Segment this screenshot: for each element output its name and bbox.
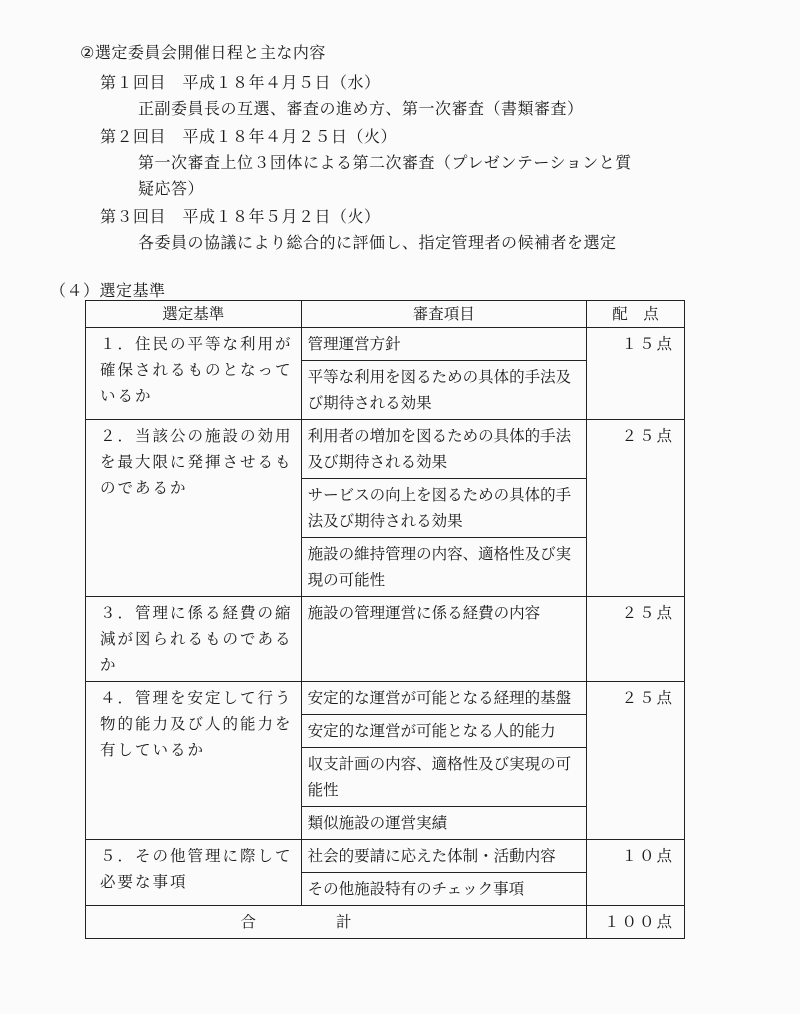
item-cell: サービスの向上を図るための具体的手法及び期待される効果	[301, 479, 586, 538]
item-cell: 社会的要請に応えた体制・活動内容	[301, 840, 586, 873]
table-row	[86, 420, 685, 479]
meeting-date: 平成１８年５月２日（火）	[182, 207, 381, 226]
item-cell: 平等な利用を図るための具体的手法及び期待される効果	[301, 361, 586, 420]
item-cell: 管理運営方針	[301, 328, 586, 361]
points-cell: ２５点	[586, 420, 684, 597]
points-cell: ２５点	[586, 682, 684, 840]
meeting-2-content-line2: 疑応答）	[138, 179, 205, 198]
table-row	[86, 328, 685, 361]
meeting-label: 第２回目	[100, 127, 167, 146]
header-criterion: 選定基準	[86, 301, 302, 328]
item-cell: 類似施設の運営実績	[301, 807, 586, 840]
meeting-2-line	[100, 124, 397, 147]
meeting-date: 平成１８年４月２５日（火）	[182, 127, 398, 146]
item-cell: その他施設特有のチェック事項	[301, 873, 586, 906]
criterion-cell: ４．管理を安定して行う物的能力及び人的能力を有しているか	[86, 682, 302, 840]
item-cell: 施設の管理運営に係る経費の内容	[301, 597, 586, 682]
section-title: （４）選定基準	[50, 281, 166, 300]
total-label: 合計	[86, 906, 587, 939]
table-row	[86, 597, 685, 682]
criterion-cell: ５．その他管理に際して必要な事項	[86, 840, 302, 906]
header-points: 配 点	[586, 301, 684, 328]
item-cell: 安定的な運営が可能となる経理的基盤	[301, 682, 586, 715]
meeting-3-line	[100, 204, 381, 227]
meeting-1-content: 正副委員長の互選、審査の進め方、第一次審査（書類審査）	[138, 99, 584, 118]
criterion-cell: １．住民の平等な利用が確保されるものとなっているか	[86, 328, 302, 420]
schedule-heading: ②選定委員会開催日程と主な内容	[80, 43, 326, 62]
points-cell: １５点	[586, 328, 684, 420]
criteria-table	[85, 300, 685, 939]
meeting-label: 第１回目	[100, 73, 167, 92]
meeting-1-line	[100, 70, 381, 93]
table-row	[86, 682, 685, 715]
item-cell: 利用者の増加を図るための具体的手法及び期待される効果	[301, 420, 586, 479]
item-cell: 安定的な運営が可能となる人的能力	[301, 715, 586, 748]
points-cell: １０点	[586, 840, 684, 906]
criterion-cell: ３．管理に係る経費の縮減が図られるものであるか	[86, 597, 302, 682]
meeting-2-content-line1: 第一次審査上位３団体による第二次審査（プレゼンテーションと質	[138, 153, 632, 172]
points-cell: ２５点	[586, 597, 684, 682]
meeting-label: 第３回目	[100, 207, 167, 226]
criterion-cell: ２．当該公の施設の効用を最大限に発揮させるものであるか	[86, 420, 302, 597]
item-cell: 施設の維持管理の内容、適格性及び実現の可能性	[301, 538, 586, 597]
meeting-date: 平成１８年４月５日（水）	[182, 73, 381, 92]
total-points: １００点	[586, 906, 684, 939]
total-row	[86, 906, 685, 939]
header-items: 審査項目	[301, 301, 586, 328]
table-header-row	[86, 301, 685, 328]
meeting-3-content: 各委員の協議により総合的に評価し、指定管理者の候補者を選定	[138, 233, 617, 252]
table-row	[86, 840, 685, 873]
item-cell: 収支計画の内容、適格性及び実現の可能性	[301, 748, 586, 807]
